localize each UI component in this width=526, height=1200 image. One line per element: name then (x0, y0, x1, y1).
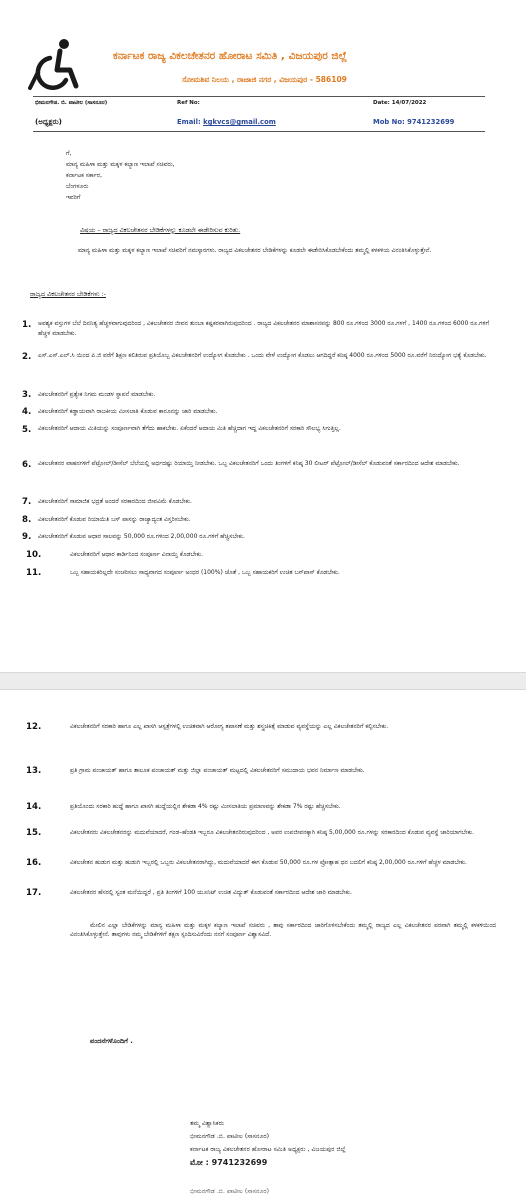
demand-text: ವಿಕಲಚೇತನರಿಗೆ ಕೊಡುವ ಆಧಾರ ಸಾಲವನ್ನು 50,000 ರೂ.ಗಳಿಂದ 2,00,000 ರೂ.ಗಳಿಗೆ ಹೆಚ್ಚಿಸಬೇಕು. (38, 533, 245, 540)
signature-mobile: ಮೋ : 9741232699 (190, 1158, 268, 1167)
demand-text: ಅವಶ್ಯಕ ವಸ್ತುಗಳ ಬೆಲೆ ದಿನನಿತ್ಯ ಹೆಚ್ಚಳವಾಗುವುದರಿಂದ , ವಿಕಲಚೇತನರ ಜೀವನ ತುಂಬಾ ಕಷ್ಟಕರವಾಗಿರುವುದರಿಂದ . ರಾಜ್ಯದ ವಿಕಲಚೇತನರ ಮಾಶಾಸನವನ್ನು 800 ರೂ.ಗಳಿಂದ 3000 ರೂ.ಗಳಗೆ , 1400 ರೂ.ಗಳಿಂದ 6000 ರೂ.ಗಳಿಗೆ ಹೆಚ್ಚಳ ಮಾಡಬೇಕು. (38, 320, 490, 337)
demand-text: ವಿಕಲಚೇತನರ ಹೆಸರಲ್ಲಿ ಸ್ವಂತ ಮನೆಯಿದ್ದರೆ , ಪ್ರತಿ ತಿಂಗಳಿಗೆ 100 ಯೂನಿಟ್ ಉಚಿತ ವಿದ್ಯುತ್ ಕೊಡುವಂತೆ ಸರ್ಕಾರದಿಂದ ಆದೇಶ ಜಾರಿ ಮಾಡಬೇಕು. (70, 889, 352, 896)
demand-number: 12. (26, 722, 42, 732)
demand-number: 9. (22, 532, 32, 542)
demand-text: ಪ್ರತಿಯೊಂದು ಸರಕಾರಿ ಹುದ್ದೆ ಹಾಗೂ ಖಾಸಗಿ ಹುದ್ದೆಯಲ್ಲಿನ ಶೇಕಡಾ 4% ರಷ್ಟು ಮೀಸಲಾತಿಯ ಪ್ರಮಾಣವನ್ನು ಶೇಕಡಾ 7% ರಷ್ಟು ಹೆಚ್ಚಿಸಬೇಕು. (70, 803, 341, 810)
subject-line: ವಿಷಯ – ರಾಜ್ಯದ ವಿಕಲಚೇತನರ ಬೇಡಿಕೆಗಳನ್ನು ಕೂಡಲೇ ಈಡೇರಿಸುವ ಕುರಿತು. (80, 226, 241, 234)
demand-number: 15. (26, 828, 42, 838)
demand-number: 10. (26, 550, 42, 560)
demand-number: 6. (22, 460, 32, 470)
mobile-label: Mob No: 9741232699 (373, 118, 455, 126)
president-name: ಭೀಮನಗೌಡ. ಬಿ. ಪಾಟೀಲ (ಸಾಸನೂರ) (35, 100, 108, 106)
demand-number: 1. (22, 320, 32, 330)
demand-text: ವಿಕಲಚೇತನ ಹುಡುಗ ಮತ್ತು ಹುಡುಗಿ ಇಬ್ಬರಲ್ಲಿ ಒಬ್ಬರು ವಿಕಲಚೇತನರಾಗಿದ್ದು, ಮದುವೆಯಾದರೆ ಈಗ ಕೊಡುವ 50,000 ರೂ.ಗಳ ಪ್ರೋತ್ಸಾಹ ಧನ ಬದಲಿಗೆ ಕನಿಷ್ಠ 2,00,000 ರೂ.ಗಳಿಗೆ ಹೆಚ್ಚಳ ಮಾಡಬೇಕು. (70, 859, 467, 866)
header-bottom-rule (33, 131, 485, 132)
email-line (177, 118, 276, 126)
signature-footer-name: ಭೀಮನಗೌಡ .ಬಿ. ಪಾಟೀಲ (ಸಾಸನೂರ) (190, 1188, 270, 1195)
demand-number: 16. (26, 858, 42, 868)
intro-paragraph: ಮಾನ್ಯ ಮಹಿಳಾ ಮತ್ತು ಮಕ್ಕಳ ಕಲ್ಯಾಣ ಇಲಾಖೆ ಸಚಿವರಿಗೆ ನಮಸ್ಕಾರಗಳು. ರಾಜ್ಯದ ವಿಕಲಚೇತನರ ಬೇಡಿಕೆಗಳನ್ನು ಕೂಡಲೇ ಈಡೇರಿಸಿಕೊಡಬೇಕೆಂದು ತಮ್ಮಲ್ಲಿ ಕಳಕಳಿಯ ವಿನಂತಿಸಿಕೊಳ್ಳುತ್ತೇನೆ. (78, 247, 432, 254)
demand-number: 3. (22, 390, 32, 400)
page-separator (0, 672, 526, 690)
demand-text: ಎಸ್.ಎಸ್.ಎಲ್.ಸಿ ಯಿಂದ ಪಿ.ಜಿ ವರೆಗೆ ಶಿಕ್ಷಣ ಕಲಿತಿರುವ ಪ್ರತಿಯೊಬ್ಬ ವಿಕಲಚೇತನರಿಗೆ ಉದ್ಯೋಗ ಕೊಡಬೇಕು . ಒಂದು ವೇಳೆ ಉದ್ಯೋಗ ಕೊಡಲು ಆಗದಿದ್ದರೆ ಕನಿಷ್ಠ 4000 ರೂ.ಗಳಿಂದ 5000 ರೂ.ವರೆಗೆ ನಿರುದ್ಯೋಗ ಭತ್ಯೆ ಕೊಡಬೇಕು. (38, 352, 487, 359)
demand-text: ವಿಕಲಚೇತನರಿಗೆ ಪ್ರತ್ಯೇಕ ನಿಗಮ ಮಂಡಳ ಸ್ಥಾಪನೆ ಮಾಡಬೇಕು. (38, 391, 156, 398)
addressee-line-4: ಬೆಂಗಳೂರು (66, 183, 89, 190)
demand-text: ವಿಕಲಚೇತನರಿಗೆ ಆಧಾರ ಕಾರ್ಡಿನಿಂದ ಸಂಪೂರ್ಣ ವಿನಾಯ್ತಿ ಕೊಡಬೇಕು. (70, 551, 204, 558)
org-address: ಸೋಮಶಿವ ನಿಲಯ , ರಾಜಾಜಿ ನಗರ , ವಿಜಯಪುರ - 586109 (182, 75, 347, 84)
demand-number: 17. (26, 888, 42, 898)
demand-text: ವಿಕಲಚೇತನರಿಗೆ ಸರಕಾರಿ ಹಾಗೂ ಎಲ್ಲ ಖಾಸಗಿ ಆಸ್ಪತ್ರೆಗಳಲ್ಲಿ ಉಚಿತವಾಗಿ ಆರೋಗ್ಯ ತಪಾಸಣೆ ಮತ್ತು ಶಸ್ತ್ರಚಿಕಿತ್ಸೆ ಮಾಡುವ ವ್ಯವಸ್ಥೆಯನ್ನು ಎಲ್ಲ ವಿಕಲಚೇತನರಿಗೆ ಕಲ್ಪಿಸಬೇಕು. (70, 723, 389, 730)
addressee-line-5: ಇವರಿಗೆ (66, 194, 81, 201)
demand-text: ಒಬ್ಬ ಸಹಾಯಕರಿಲ್ಲದೇ ಸಂಚರಿಸಲು ಸಾಧ್ಯವಾಗದ ಸಂಪೂರ್ಣ ಅಂಧರ (100%) ಜೊತೆ , ಒಬ್ಬ ಸಹಾಯಕರಿಗೆ ಉಚಿತ ಬಸ್‌ಪಾಸ್ ಕೊಡಬೇಕು. (70, 569, 340, 576)
demand-text: ವಿಕಲಚೇತನರಿಗೆ ಕೊಡುವ ರಿಯಾಯಿತಿ ಬಸ್ ಪಾಸನ್ನು ರಾಜ್ಯಾದ್ಯಂತ ವಿಸ್ತರಿಸಬೇಕು. (38, 516, 191, 523)
date-label: Date: 14/07/2022 (373, 100, 427, 106)
demand-number: 11. (26, 568, 42, 578)
demand-number: 14. (26, 802, 42, 812)
ref-label: Ref No: (177, 100, 200, 106)
demand-text: ವಿಕಲಚೇತನರಿಗೆ ಕಡ್ಡಾಯವಾಗಿ ರಾಜಕೀಯ ಮೀಸಲಾತಿ ಕೊಡುವ ಕಾನೂನನ್ನು ಜಾರಿ ಮಾಡಬೇಕು. (38, 408, 218, 415)
demand-number: 4. (22, 407, 32, 417)
demand-number: 7. (22, 497, 32, 507)
demands-heading: ರಾಜ್ಯದ ವಿಕಲಚೇತನರ ಬೇಡಿಕೆಗಳು :- (30, 290, 106, 298)
email-link[interactable]: kgkvcs@gmail.com (203, 118, 276, 126)
letter-page-2 (0, 690, 526, 1200)
demand-text: ವಿಕಲಚೇತನರಿಗೆ ಆದಾಯ ಮಿತಿಯನ್ನು ಸಂಪೂರ್ಣವಾಗಿ ತೆಗೆದು ಹಾಕಬೇಕು. ಏಕೆಂದರೆ ಆದಾಯ ಮಿತಿ ಹೆಚ್ಚಿದಾಗ ಇದ್ದ ವಿಕಲಚೇತನರಿಗೆ ಸರಕಾರಿ ಸೌಲಭ್ಯ ಸಿಗುತ್ತಿಲ್ಲ. (38, 425, 341, 432)
demand-number: 13. (26, 766, 42, 776)
addressee-line-2: ಮಾನ್ಯ ಮಹಿಳಾ ಮತ್ತು ಮಕ್ಕಳ ಕಲ್ಯಾಣ ಇಲಾಖೆ ಸಚಿವರು, (66, 161, 175, 168)
signature-designation: ಕರ್ನಾಟಕ ರಾಜ್ಯ ವಿಕಲಚೇತನರ ಹೋರಾಟ ಸಮಿತಿ ಅಧ್ಯಕ್ಷರು , ವಿಜಯಪುರ ಜಿಲ್ಲೆ (190, 1146, 346, 1153)
demand-text: ಪ್ರತಿ ಗ್ರಾಮ ಪಂಚಾಯತ್ ಹಾಗೂ ತಾಲೂಕ ಪಂಚಾಯತ್ ಮತ್ತು ಜಿಲ್ಲಾ ಪಂಚಾಯತ್ ಮಟ್ಟದಲ್ಲಿ ವಿಕಲಚೇತನರಿಗೆ ಸಮುದಾಯ ಭವನ ನಿರ್ಮಾಣ ಮಾಡಬೇಕು. (70, 767, 365, 774)
wheelchair-logo-icon (26, 36, 86, 96)
president-title: (ಅಧ್ಯಕ್ಷರು) (35, 117, 62, 126)
demand-text: ವಿಕಲಚೇತನರು ವಿಕಲಚೇತನರನ್ನು ಮದುವೆಯಾದರೆ, ಗಂಡ–ಹೆಂಡತಿ ಇಬ್ಬರೂ ವಿಕಲಚೇತನರಿರುವುದರಿಂದ , ಅವರ ಉಪಜೀವನಕ್ಕಾಗಿ ಕನಿಷ್ಠ 5,00,000 ರೂ.ಗಳನ್ನು ಸರಕಾರದಿಂದ ಕೊಡುವ ವ್ಯವಸ್ಥೆ ಜಾರಿಯಾಗಬೇಕು. (70, 829, 475, 836)
demand-text: ವಿಕಲಚೇತನರ ವಾಹನಗಳಿಗೆ ಪೆಟ್ರೋಲ್/ಡೀಸೆಲ್ ಬೆಲೆಯಲ್ಲಿ ಅರ್ಧದಷ್ಟು ರಿಯಾಯ್ತಿ ನೀಡಬೇಕು. ಒಬ್ಬ ವಿಕಲಚೇತನರಿಗೆ ಒಂದು ತಿಂಗಳಿಗೆ ಕನಿಷ್ಠ 30 ಲೀಟರ್ ಪೆಟ್ರೋಲ್/ಡೀಸೆಲ್ ಕೊಡುವಂತೆ ಸರ್ಕಾರದಿಂದ ಆದೇಶ ಮಾಡಬೇಕು. (38, 460, 460, 467)
addressee-line-3: ಕರ್ನಾಟಕ ಸರ್ಕಾರ, (66, 172, 102, 179)
demand-text: ವಿಕಲಚೇತನರಿಗೆ ಸಾಮಾಜಿಕ ಭದ್ರತೆ ಅಂದರೆ ಸರಕಾರದಿಂದ ಜೀವವಿಮೆ ಕೊಡಬೇಕು. (38, 498, 192, 505)
signature-name: ಭೀಮನಗೌಡ .ಬಿ. ಪಾಟೀಲ (ಸಾಸನೂರ) (190, 1133, 270, 1140)
email-label: Email: (177, 118, 201, 126)
header-top-rule (33, 96, 485, 97)
greeting: ವಂದನೆಗಳೊಂದಿಗೆ . (90, 1037, 133, 1045)
demand-number: 5. (22, 425, 32, 435)
demand-number: 2. (22, 352, 32, 362)
addressee-line-1: ಗೆ, (66, 150, 72, 157)
org-name: ಕರ್ನಾಟಕ ರಾಜ್ಯ ವಿಕಲಚೇತನರ ಹೋರಾಟ ಸಮಿತಿ , ವಿಜಯಪುರ ಜಿಲ್ಲೆ (113, 50, 347, 62)
closing-paragraph: ಮೇಲಿನ ಎಲ್ಲಾ ಬೇಡಿಕೆಗಳನ್ನು ಮಾನ್ಯ ಮಹಿಳಾ ಮತ್ತು ಮಕ್ಕಳ ಕಲ್ಯಾಣ ಇಲಾಖೆ ಸಚಿವರು , ತಾವು ಸರ್ಕಾರದಿಂದ ಜಾರಿಗೊಳಿಸಬೇಕೆಂದು ತಮ್ಮಲ್ಲಿ ರಾಜ್ಯದ ಎಲ್ಲ ವಿಕಲಚೇತನರ ಪರವಾಗಿ ತಮ್ಮಲ್ಲಿ ಕಳಕಳಿಯಿಂದ ವಿನಂತಿಸಿಕೊಳ್ಳುತ್ತೇನೆ. ತಾವುಗಳು ನಮ್ಮ ಬೇಡಿಕೆಗಳಿಗೆ ತಕ್ಷಣ ಸ್ಪಂದಿಸುವಿರೆಂದು ನನಗೆ ಸಂಪೂರ್ಣ ವಿಶ್ವಾಸವಿದೆ. (70, 922, 496, 938)
demand-number: 8. (22, 515, 32, 525)
signature-line-1: ತಮ್ಮ ವಿಶ್ವಾಸಿಕರು (190, 1120, 224, 1127)
